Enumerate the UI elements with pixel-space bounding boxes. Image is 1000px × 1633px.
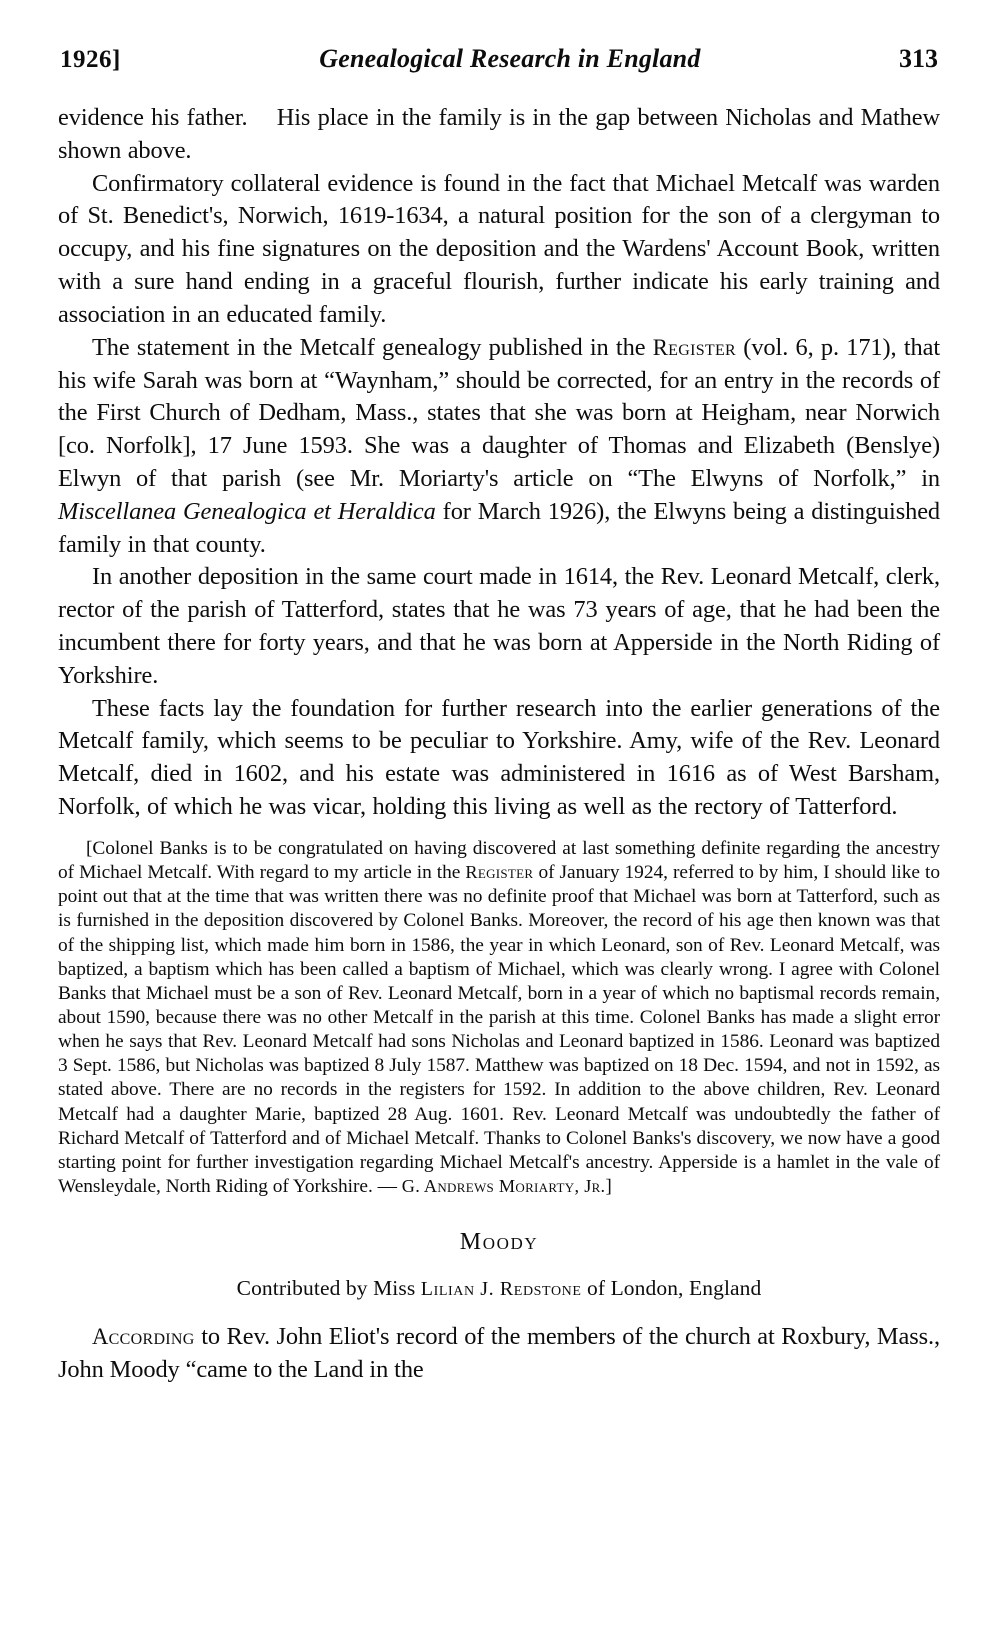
- paragraph-3-part-c: for March 1926), the Elwyns being a distinguished family in that county.: [58, 497, 941, 558]
- editorial-note: [58, 837, 940, 1199]
- paragraph-4: In another deposition in the same court made in 1614, the Rev. Leonard Metcalf, clerk, rector of the parish of Tatterford, states that he was 73 years of age, that he had been the incumbent there for forty years, and that he was born at Apperside in the North Riding of Yorkshire.: [58, 563, 940, 689]
- closing-text: to Rev. John Eliot's record of the members of the church at Roxbury, Mass., John Moody “came to the Land in the: [58, 1323, 940, 1384]
- editorial-note-close: ]: [605, 1176, 612, 1198]
- paragraph-1-lead: evidence his father.: [58, 104, 248, 131]
- closing-leadin: According: [92, 1324, 195, 1350]
- register-reference: Register: [652, 334, 737, 360]
- closing-paragraph-block: [58, 1321, 940, 1387]
- running-head: [58, 44, 940, 74]
- closing-paragraph: [58, 1321, 940, 1387]
- contributed-prefix: Contributed by Miss: [236, 1276, 421, 1301]
- paragraph-1: [58, 102, 940, 168]
- contributed-line: [58, 1276, 940, 1301]
- editorial-note-part-b: of January 1924, referred to by him, I should like to point out that at the time that was written there was no definite proof that Michael was born at Tatterford, such as is furnished in the deposition discovered by Colonel Banks. Moreover, the record of his age then known was that of the shipping list, which made him born in 1586, the year in which Leonard, son of Rev. Leonard Metcalf, was baptized, a baptism which has been called a baptism of Michael, which was clearly wrong. I agree with Colonel Banks that Michael must be a son of Rev. Leonard Metcalf, born in a year of which no baptismal records remain, about 1590, because there was no other Metcalf in the parish at this time. Colonel Banks has made a slight error when he says that Rev. Leonard Metcalf had sons Nicholas and Leonard baptized in 1586. Leonard was baptized 3 Sept. 1586, but Nicholas was baptized 8 July 1587. Matthew was baptized on 18 Dec. 1594, and not in 1592, as stated above. There are no records in the registers for 1592. In addition to the above children, Rev. Leonard Metcalf had a daughter Marie, baptized 28 Aug. 1601. Rev. Leonard Metcalf was undoubtedly the father of Richard Metcalf of Tatterford and of Michael Metcalf. Thanks to Colonel Banks's discovery, we now have a good starting point for further investigation regarding Michael Metcalf's ancestry. Apperside is a hamlet in the vale of Wensleydale, North Riding of Yorkshire. —: [58, 862, 941, 1198]
- paragraph-2: Confirmatory collateral evidence is found in the fact that Michael Metcalf was warden of St. Benedict's, Norwich, 1619-1634, a natural position for the son of a clergyman to occupy, and his fine signatures on the deposition and the Wardens' Account Book, written with a sure hand ending in a graceful flourish, further indicate his early training and association in an educated family.: [58, 169, 940, 328]
- paragraph-3-part-b: (vol. 6, p. 171), that his wife Sarah was born at “Waynham,” should be corrected, for an entry in the records of the First Church of Dedham, Mass., states that she was born at Heigham, near Norwich [co. Norfolk], 17 June 1593. She was a daughter of Thomas and Elizabeth (Benslye) Elwyn of that parish (see Mr. Moriarty's article on “The Elwyns of Norfolk,” in: [58, 333, 940, 492]
- body-text: [58, 102, 940, 824]
- contributor-name: Lilian J. Redstone: [420, 1278, 582, 1301]
- paragraph-1-rest: His place in the family is in the gap between Nicholas and Mathew shown above.: [58, 104, 940, 164]
- paragraph-3-part-a: The statement in the Metcalf genealogy published in the: [92, 333, 653, 361]
- running-head-year: 1926]: [60, 46, 121, 73]
- editorial-note-register-reference: Register: [465, 862, 534, 883]
- editorial-note-part-a: [Colonel Banks is to be congratulated on having discovered at last something definite regarding the ancestry of Michael Metcalf. With regard to my article in the: [58, 837, 940, 884]
- page-number: 313: [899, 44, 938, 73]
- section-heading: Moody: [459, 1229, 539, 1256]
- running-head-title: Genealogical Research in England: [319, 44, 701, 73]
- paragraph-3: [58, 332, 940, 562]
- journal-title-italic: Miscellanea Genealogica et Heraldica: [58, 497, 436, 525]
- editorial-note-signature: G. Andrews Moriarty, Jr.: [401, 1176, 606, 1197]
- contributed-suffix: of London, England: [581, 1276, 762, 1301]
- paragraph-5: These facts lay the foundation for further research into the earlier generations of the Metcalf family, which seems to be peculiar to Yorkshire. Amy, wife of the Rev. Leonard Metcalf, died in 1602, and his estate was administered in 1616 as of West Barsham, Norfolk, of which he was vicar, holding this living as well as the rectory of Tatterford.: [58, 694, 940, 821]
